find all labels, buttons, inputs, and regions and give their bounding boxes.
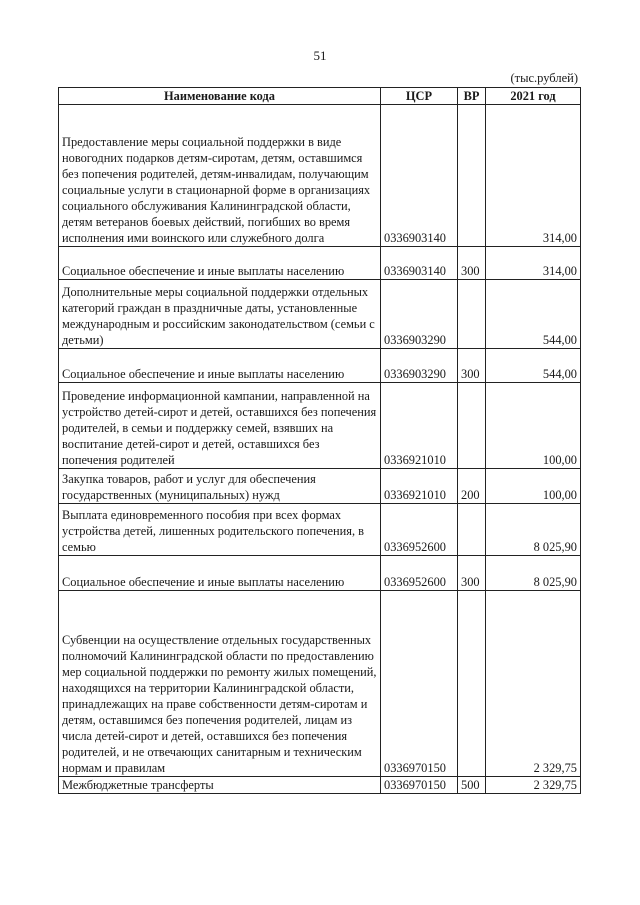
row-csr: 0336903290 xyxy=(381,280,458,349)
row-amount: 2 329,75 xyxy=(486,591,581,777)
table-header-row xyxy=(59,88,581,105)
row-vr: 200 xyxy=(458,469,486,504)
row-name: Закупка товаров, работ и услуг для обеспечения государственных (муниципальных) нужд xyxy=(59,469,381,504)
row-amount: 100,00 xyxy=(486,469,581,504)
row-name: Проведение информационной кампании, направленной на устройство детей-сирот и детей, оставшихся без попечения родителей, в семьи и поддержку семей, взявших на воспитание детей-сирот и детей, оставшихся без попечения родителей xyxy=(59,383,381,469)
row-amount: 8 025,90 xyxy=(486,556,581,591)
table-row xyxy=(59,504,581,556)
row-csr: 0336921010 xyxy=(381,383,458,469)
header-name: Наименование кода xyxy=(59,88,381,105)
row-amount: 314,00 xyxy=(486,105,581,247)
row-vr xyxy=(458,504,486,556)
table-row xyxy=(59,105,581,247)
row-amount: 2 329,75 xyxy=(486,777,581,794)
row-vr: 300 xyxy=(458,247,486,280)
table-row xyxy=(59,777,581,794)
row-amount: 544,00 xyxy=(486,349,581,383)
row-csr: 0336903140 xyxy=(381,105,458,247)
row-name: Дополнительные меры социальной поддержки отдельных категорий граждан в праздничные даты, установленные международным и российским законодательством (семьи с детьми) xyxy=(59,280,381,349)
table-row xyxy=(59,247,581,280)
row-csr: 0336921010 xyxy=(381,469,458,504)
row-name: Предоставление меры социальной поддержки в виде новогодних подарков детям-сиротам, детям, оставшимся без попечения родителей, детям-инвалидам, получающим социальные услуги в стационарной форме в организациях социального обслуживания Калининградской области, детям ветеранов боевых действий, погибших во время исполнения ими воинского или служебного долга xyxy=(59,105,381,247)
header-csr: ЦСР xyxy=(381,88,458,105)
table-row xyxy=(59,556,581,591)
row-amount: 8 025,90 xyxy=(486,504,581,556)
row-vr xyxy=(458,591,486,777)
row-amount: 314,00 xyxy=(486,247,581,280)
row-name: Межбюджетные трансферты xyxy=(59,777,381,794)
table-row xyxy=(59,280,581,349)
row-csr: 0336970150 xyxy=(381,777,458,794)
units-label: (тыс.рублей) xyxy=(510,71,578,85)
row-csr: 0336952600 xyxy=(381,556,458,591)
row-name: Выплата единовременного пособия при всех формах устройства детей, лишенных родительского попечения, в семью xyxy=(59,504,381,556)
row-csr: 0336952600 xyxy=(381,504,458,556)
row-vr xyxy=(458,105,486,247)
table-row xyxy=(59,383,581,469)
row-csr: 0336970150 xyxy=(381,591,458,777)
page-number: 51 xyxy=(313,48,327,63)
row-vr: 500 xyxy=(458,777,486,794)
table-row xyxy=(59,469,581,504)
budget-table xyxy=(58,87,581,794)
row-vr xyxy=(458,280,486,349)
row-name: Социальное обеспечение и иные выплаты населению xyxy=(59,556,381,591)
row-csr: 0336903290 xyxy=(381,349,458,383)
row-vr: 300 xyxy=(458,349,486,383)
row-name: Социальное обеспечение и иные выплаты населению xyxy=(59,247,381,280)
row-amount: 544,00 xyxy=(486,280,581,349)
row-name: Субвенции на осуществление отдельных государственных полномочий Калининградской области по предоставлению мер социальной поддержки по ремонту жилых помещений, находящихся на территории Калининградской области, принадлежащих на праве собственности детям-сиротам и детям, оставшимся без попечения родителей, лицам из числа детей-сирот и детей, оставшихся без попечения родителей, и не отвечающих санитарным и техническим нормам и правилам xyxy=(59,591,381,777)
row-vr xyxy=(458,383,486,469)
header-vr: ВР xyxy=(458,88,486,105)
row-csr: 0336903140 xyxy=(381,247,458,280)
table-row xyxy=(59,591,581,777)
row-amount: 100,00 xyxy=(486,383,581,469)
header-amount: 2021 год xyxy=(486,88,581,105)
row-name: Социальное обеспечение и иные выплаты населению xyxy=(59,349,381,383)
row-vr: 300 xyxy=(458,556,486,591)
table-row xyxy=(59,349,581,383)
